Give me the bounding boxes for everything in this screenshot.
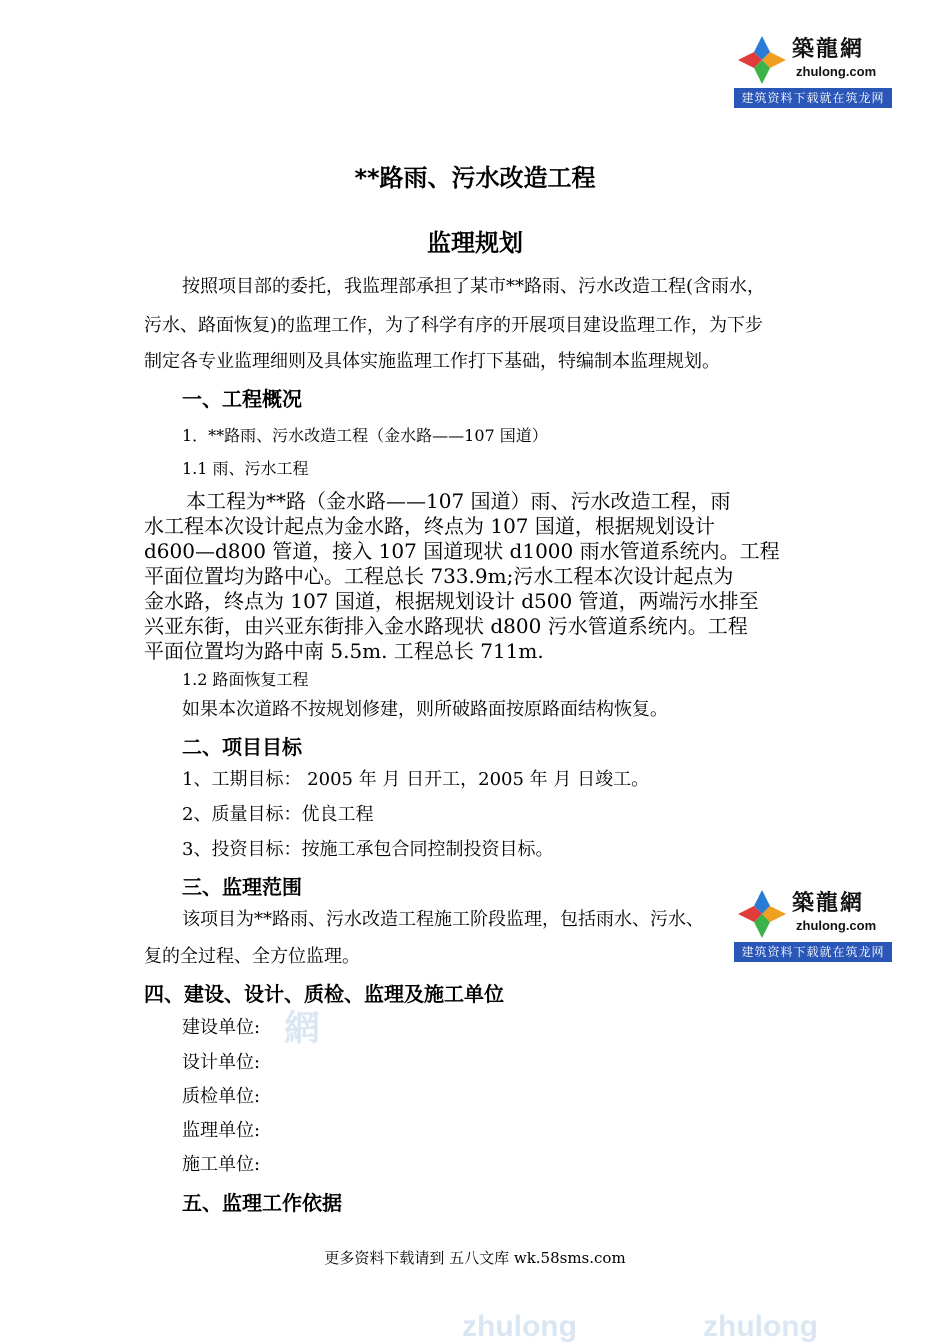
item-1-2: 1.2 路面恢复工程 xyxy=(182,670,309,689)
logo-name: 築龍網 xyxy=(792,37,865,62)
body-line-7: 平面位置均为路中南 5.5m. 工程总长 711m. xyxy=(144,639,544,663)
body-line-5: 金水路，终点为 107 国道，根据规划设计 d500 管道，两端污水排至 xyxy=(144,589,759,613)
logo-site: zhulong.com xyxy=(796,918,877,933)
item-1: 1．**路雨、污水改造工程（金水路——107 国道） xyxy=(182,426,548,445)
watermark-text: zhulong xyxy=(462,1310,577,1343)
body-line-3: d600—d800 管道，接入 107 国道现状 d1000 雨水管道系统内。工程 xyxy=(144,539,780,563)
intro-line-3: 制定各专业监理细则及具体实施监理工作打下基础，特编制本监理规划。 xyxy=(144,351,720,372)
section-heading-units: 四、建设、设计、质检、监理及施工单位 xyxy=(144,982,504,1006)
section-heading-basis: 五、监理工作依据 xyxy=(182,1191,342,1215)
unit-design: 设计单位: xyxy=(182,1052,261,1073)
zhulong-mark-icon xyxy=(736,888,788,940)
goal-3: 3、投资目标：按施工承包合同控制投资目标。 xyxy=(182,839,554,860)
body-line-6: 兴亚东街，由兴亚东街排入金水路现状 d800 污水管道系统内。工程 xyxy=(144,614,748,638)
intro-line-1: 按照项目部的委托，我监理部承担了某市**路雨、污水改造工程(含雨水， xyxy=(182,276,766,297)
item-1-2-body: 如果本次道路不按规划修建，则所破路面按原路面结构恢复。 xyxy=(182,699,668,720)
unit-contractor: 施工单位: xyxy=(182,1154,261,1175)
unit-supervision: 监理单位: xyxy=(182,1120,261,1141)
scope-line-1: 该项目为**路雨、污水改造工程施工阶段监理，包括雨水、污水、 xyxy=(182,909,704,930)
document-subtitle: 监理规划 xyxy=(427,229,523,257)
item-1-1: 1.1 雨、污水工程 xyxy=(182,459,309,478)
section-heading-scope: 三、监理范围 xyxy=(182,875,302,899)
watermark-text: 網 xyxy=(284,1007,321,1048)
logo-slogan: 建筑资料下载就在筑龙网 xyxy=(734,942,892,962)
unit-construction: 建设单位: xyxy=(182,1017,261,1038)
section-heading-goals: 二、项目目标 xyxy=(182,735,302,759)
unit-quality: 质检单位: xyxy=(182,1086,261,1107)
watermark-text: zhulong xyxy=(703,1310,818,1343)
goal-1: 1、工期目标： 2005 年 月 日开工，2005 年 月 日竣工。 xyxy=(182,769,650,790)
section-heading-overview: 一、工程概况 xyxy=(182,387,302,411)
zhulong-logo-mid xyxy=(734,886,892,962)
scope-line-2: 复的全过程、全方位监理。 xyxy=(144,946,360,967)
footer-text: 更多资料下载请到 五八文库 wk.58sms.com xyxy=(324,1249,626,1267)
body-line-1: 本工程为**路（金水路——107 国道）雨、污水改造工程，雨 xyxy=(186,489,731,513)
document-title: **路雨、污水改造工程 xyxy=(354,164,596,192)
logo-site: zhulong.com xyxy=(796,64,877,79)
intro-line-2: 污水、路面恢复)的监理工作，为了科学有序的开展项目建设监理工作，为下步 xyxy=(144,315,764,336)
body-line-4: 平面位置均为路中心。工程总长 733.9m;污水工程本次设计起点为 xyxy=(144,564,734,588)
body-line-2: 水工程本次设计起点为金水路，终点为 107 国道，根据规划设计 xyxy=(144,514,715,538)
goal-2: 2、质量目标：优良工程 xyxy=(182,804,374,825)
logo-slogan: 建筑资料下载就在筑龙网 xyxy=(734,88,892,108)
logo-name: 築龍網 xyxy=(792,891,865,916)
zhulong-mark-icon xyxy=(736,34,788,86)
zhulong-logo xyxy=(734,32,892,108)
